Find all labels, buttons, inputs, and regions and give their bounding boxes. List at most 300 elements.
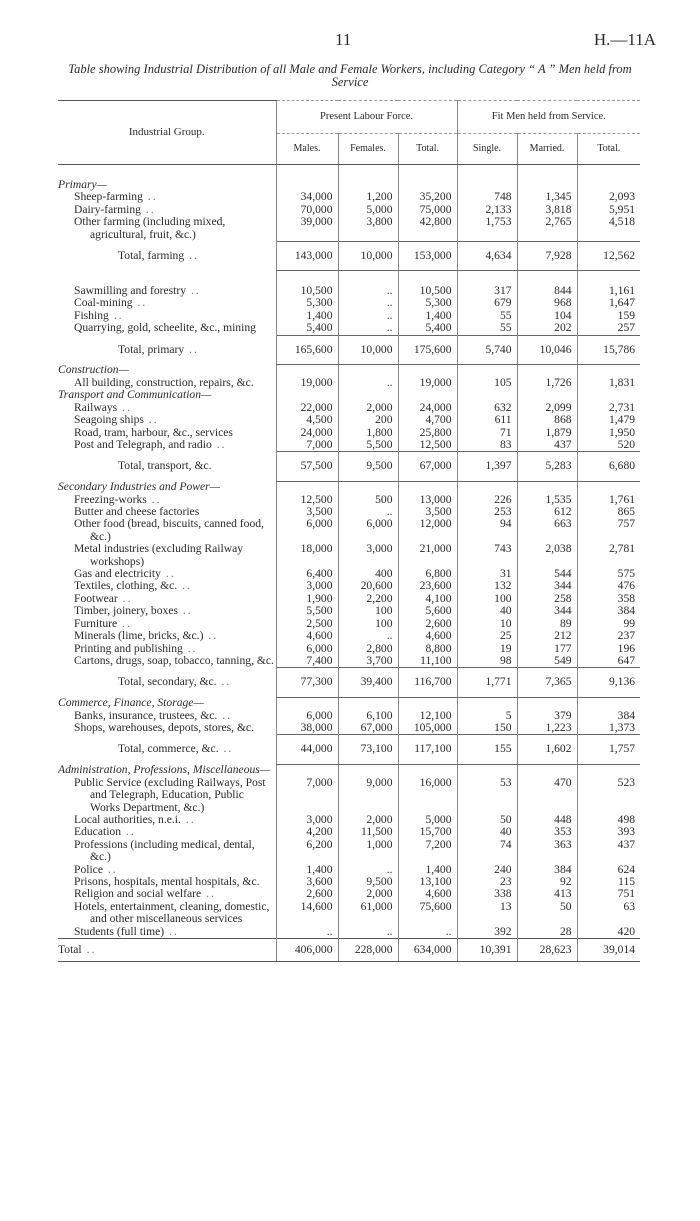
- row-label: [58, 668, 276, 697]
- category-row: [58, 481, 640, 493]
- total-row: [58, 335, 640, 364]
- category-row: [58, 697, 640, 709]
- column-header-industrial-group: Industrial Group.: [58, 101, 276, 165]
- cell-married: 968: [517, 297, 577, 309]
- row-label-text: Textiles, clothing, &c. ..: [74, 580, 192, 593]
- dot-leader: ..: [217, 709, 232, 722]
- cell-married: 212: [517, 630, 577, 642]
- cell-males: 34,000: [276, 191, 338, 203]
- cell-females: 228,000: [338, 939, 398, 962]
- cell-total: 116,700: [398, 668, 457, 697]
- row-label-text: Total, transport, &c.: [118, 459, 212, 473]
- table-row: [58, 297, 640, 309]
- column-header-single: Single.: [457, 134, 517, 165]
- cell-males: 4,500: [276, 414, 338, 426]
- cell-married: 353: [517, 826, 577, 838]
- cell-single: 105: [457, 377, 517, 389]
- document-reference: H.—11A: [593, 30, 656, 49]
- cell-single: 150: [457, 722, 517, 735]
- row-label-text: Police ..: [74, 863, 118, 876]
- cell-males: [276, 389, 338, 401]
- dot-leader: ..: [160, 568, 176, 581]
- cell-single: 55: [457, 322, 517, 335]
- row-label-text: Road, tram, harbour, &c., services: [74, 426, 233, 439]
- dot-leader: ..: [121, 826, 136, 839]
- table-row: [58, 722, 640, 735]
- cell-males: 12,500: [276, 494, 338, 506]
- cell-single: 253: [457, 506, 517, 518]
- row-label-text: Coal-mining ..: [74, 297, 148, 310]
- row-label-text: Banks, insurance, trustees, &c. ..: [74, 709, 232, 722]
- row-label-text: Primary—: [58, 179, 107, 191]
- cell-married: [517, 389, 577, 401]
- cell-males: 7,400: [276, 655, 338, 668]
- row-label-text: Total, farming: [118, 248, 185, 262]
- table-row: [58, 655, 640, 668]
- row-label-text: Sawmilling and forestry ..: [74, 284, 201, 297]
- cell-males: 3,500: [276, 506, 338, 518]
- cell-total-held: 115: [577, 876, 640, 888]
- cell-single: 50: [457, 814, 517, 826]
- spacer-row: [58, 270, 640, 285]
- table-row: [58, 414, 640, 426]
- cell-females: [338, 389, 398, 401]
- column-group-fit-men-held: Fit Men held from Service.: [457, 101, 640, 134]
- row-label: [58, 414, 276, 426]
- cell-single: 71: [457, 427, 517, 439]
- cell-married: [517, 179, 577, 191]
- cell-total: ..: [398, 926, 457, 939]
- cell-single: 83: [457, 439, 517, 452]
- cell-total-held: 624: [577, 864, 640, 876]
- cell-single: 743: [457, 543, 517, 568]
- row-label-text: Students (full time) ..: [74, 925, 179, 938]
- cell-single: [457, 389, 517, 401]
- cell-total-held: 99: [577, 618, 640, 630]
- cell-single: 748: [457, 191, 517, 203]
- cell-single: 94: [457, 518, 517, 543]
- total-row: [58, 735, 640, 764]
- cell-total-held: 159: [577, 310, 640, 322]
- cell-single: 392: [457, 926, 517, 939]
- cell-males: 1,400: [276, 864, 338, 876]
- page-number: 11: [335, 30, 352, 49]
- category-label: [58, 697, 276, 709]
- dot-leader: ..: [184, 248, 199, 262]
- row-label-text: Administration, Professions, Miscellaneous—: [58, 764, 271, 777]
- cell-married: 1,602: [517, 735, 577, 764]
- cell-total-held: 39,014: [577, 939, 640, 962]
- cell-females: 1,200: [338, 191, 398, 203]
- cell-married: 549: [517, 655, 577, 668]
- cell-married: 363: [517, 839, 577, 864]
- row-label-text: Religion and social welfare ..: [74, 888, 216, 901]
- row-label-text: Total, secondary, &c.: [118, 675, 217, 689]
- cell-single: 338: [457, 888, 517, 900]
- cell-males: 77,300: [276, 668, 338, 697]
- dot-leader: ..: [218, 742, 234, 756]
- row-label: [58, 518, 276, 543]
- row-label-text: Transport and Communication—: [58, 389, 212, 402]
- table-row: [58, 876, 640, 888]
- cell-total: 42,800: [398, 216, 457, 241]
- row-label: [58, 643, 276, 655]
- cell-total-held: 6,680: [577, 452, 640, 481]
- cell-total: 5,300: [398, 297, 457, 309]
- table-row: [58, 377, 640, 389]
- cell-males: 6,000: [276, 518, 338, 543]
- cell-males: 24,000: [276, 427, 338, 439]
- cell-females: 2,200: [338, 593, 398, 605]
- row-label: [58, 241, 276, 270]
- row-label: [58, 939, 276, 962]
- cell-males: 3,600: [276, 876, 338, 888]
- cell-single: 55: [457, 310, 517, 322]
- cell-total: [398, 389, 457, 401]
- cell-married: 7,928: [517, 241, 577, 270]
- dot-leader: ..: [117, 592, 133, 605]
- row-label: [58, 568, 276, 580]
- row-label: [58, 506, 276, 518]
- row-label-text: Local authorities, n.e.i. ..: [74, 813, 196, 826]
- table-row: [58, 322, 640, 335]
- cell-single: 10: [457, 618, 517, 630]
- cell-males: [276, 179, 338, 191]
- dot-leader: ..: [201, 888, 216, 901]
- cell-single: 53: [457, 777, 517, 814]
- row-label-text: Other farming (including mixed, agricultural, fruit, &c.): [74, 216, 226, 241]
- cell-total-held: 751: [577, 888, 640, 900]
- table-caption: Table showing Industrial Distribution of all Male and Female Workers, including Category “ A ” Men held from Service: [68, 62, 632, 89]
- row-label: [58, 630, 276, 642]
- table-row: [58, 864, 640, 876]
- table-row: [58, 888, 640, 900]
- dot-leader: ..: [132, 297, 148, 310]
- cell-total-held: 4,518: [577, 216, 640, 241]
- cell-total: 4,100: [398, 593, 457, 605]
- cell-total-held: [577, 481, 640, 493]
- row-label-text: Total, primary: [118, 342, 185, 356]
- cell-married: 448: [517, 814, 577, 826]
- row-label-text: Butter and cheese factories: [74, 506, 200, 519]
- cell-total-held: [577, 697, 640, 709]
- column-header-total: Total.: [398, 134, 457, 165]
- cell-females: [338, 764, 398, 776]
- table-row: [58, 427, 640, 439]
- cell-total-held: 1,161: [577, 285, 640, 297]
- cell-married: 344: [517, 580, 577, 592]
- row-label-text: Printing and publishing ..: [74, 642, 198, 655]
- cell-total: 634,000: [398, 939, 457, 962]
- row-label-text: Total: [58, 943, 82, 957]
- dot-leader: ..: [117, 401, 132, 414]
- cell-total: 12,000: [398, 518, 457, 543]
- row-label: [58, 814, 276, 826]
- dot-leader: ..: [186, 284, 201, 297]
- cell-females: ..: [338, 322, 398, 335]
- dot-leader: ..: [108, 309, 124, 322]
- cell-married: 92: [517, 876, 577, 888]
- cell-females: 100: [338, 618, 398, 630]
- cell-females: ..: [338, 285, 398, 297]
- row-label: [58, 722, 276, 735]
- cell-single: [457, 179, 517, 191]
- cell-total-held: 1,647: [577, 297, 640, 309]
- row-label-text: Gas and electricity ..: [74, 568, 176, 581]
- column-header-married: Married.: [517, 134, 577, 165]
- industrial-distribution-table: [58, 100, 640, 962]
- cell-single: 4,634: [457, 241, 517, 270]
- cell-males: 38,000: [276, 722, 338, 735]
- table-row: [58, 216, 640, 241]
- dot-leader: ..: [211, 438, 227, 452]
- cell-single: 1,753: [457, 216, 517, 241]
- cell-males: [276, 481, 338, 493]
- row-label-text: Sheep-farming ..: [74, 191, 158, 204]
- cell-males: 14,600: [276, 901, 338, 926]
- cell-total-held: 1,479: [577, 414, 640, 426]
- dot-leader: ..: [81, 943, 97, 957]
- cell-total: [398, 764, 457, 776]
- cell-males: 6,200: [276, 839, 338, 864]
- cell-married: 612: [517, 506, 577, 518]
- cell-males: 44,000: [276, 735, 338, 764]
- cell-males: 2,500: [276, 618, 338, 630]
- row-label: [58, 310, 276, 322]
- cell-males: 143,000: [276, 241, 338, 270]
- cell-males: 7,000: [276, 439, 338, 452]
- row-label-text: Seagoing ships ..: [74, 414, 159, 427]
- cell-males: 406,000: [276, 939, 338, 962]
- cell-single: 611: [457, 414, 517, 426]
- row-label: [58, 216, 276, 241]
- cell-total: 21,000: [398, 543, 457, 568]
- row-label: [58, 377, 276, 389]
- cell-married: 104: [517, 310, 577, 322]
- cell-total: 175,600: [398, 335, 457, 364]
- cell-females: 5,000: [338, 204, 398, 216]
- row-label: [58, 402, 276, 414]
- cell-married: 384: [517, 864, 577, 876]
- cell-females: 500: [338, 494, 398, 506]
- table-body: [58, 165, 640, 962]
- cell-males: 70,000: [276, 204, 338, 216]
- cell-total: 2,600: [398, 618, 457, 630]
- table-row: [58, 643, 640, 655]
- cell-total-held: 523: [577, 777, 640, 814]
- cell-married: 2,765: [517, 216, 577, 241]
- cell-total-held: 2,781: [577, 543, 640, 568]
- cell-total-held: 757: [577, 518, 640, 543]
- row-label: [58, 335, 276, 364]
- cell-females: 9,500: [338, 876, 398, 888]
- cell-males: 7,000: [276, 777, 338, 814]
- dot-leader: ..: [184, 342, 199, 356]
- table-row: [58, 605, 640, 617]
- column-header-females: Females.: [338, 134, 398, 165]
- cell-females: [338, 179, 398, 191]
- category-row: [58, 764, 640, 776]
- cell-married: 1,345: [517, 191, 577, 203]
- cell-females: ..: [338, 377, 398, 389]
- row-label-text: Furniture ..: [74, 617, 132, 630]
- row-label-text: Freezing-works ..: [74, 493, 162, 506]
- cell-females: 11,500: [338, 826, 398, 838]
- cell-married: 844: [517, 285, 577, 297]
- cell-total-held: 647: [577, 655, 640, 668]
- cell-total: [398, 481, 457, 493]
- cell-females: ..: [338, 310, 398, 322]
- cell-females: 200: [338, 414, 398, 426]
- cell-females: 2,000: [338, 814, 398, 826]
- cell-total-held: 1,831: [577, 377, 640, 389]
- row-label-text: Dairy-farming ..: [74, 203, 156, 216]
- category-label: [58, 481, 276, 493]
- cell-single: 31: [457, 568, 517, 580]
- row-label-text: Secondary Industries and Power—: [58, 481, 220, 494]
- cell-total-held: 1,950: [577, 427, 640, 439]
- total-row: [58, 452, 640, 481]
- cell-females: 100: [338, 605, 398, 617]
- cell-total: 7,200: [398, 839, 457, 864]
- row-label-text: Construction—: [58, 364, 129, 377]
- cell-total: 153,000: [398, 241, 457, 270]
- table-row: [58, 204, 640, 216]
- row-label: [58, 777, 276, 814]
- table-row: [58, 710, 640, 722]
- dot-leader: ..: [203, 630, 219, 643]
- row-label: [58, 655, 276, 668]
- row-label-text: Other food (bread, biscuits, canned food, &c.): [74, 518, 264, 543]
- table-row: [58, 618, 640, 630]
- cell-females: 2,800: [338, 643, 398, 655]
- cell-single: [457, 764, 517, 776]
- cell-total-held: 257: [577, 322, 640, 335]
- cell-total-held: 384: [577, 605, 640, 617]
- row-label: [58, 580, 276, 592]
- table-row: [58, 518, 640, 543]
- cell-total: 3,500: [398, 506, 457, 518]
- cell-total: [398, 697, 457, 709]
- cell-married: 1,726: [517, 377, 577, 389]
- row-label: [58, 191, 276, 203]
- cell-total: 4,600: [398, 888, 457, 900]
- cell-total-held: [577, 389, 640, 401]
- cell-males: 4,200: [276, 826, 338, 838]
- cell-total-held: 520: [577, 439, 640, 452]
- cell-married: 3,818: [517, 204, 577, 216]
- category-row: [58, 179, 640, 191]
- page-header: [0, 30, 700, 50]
- cell-married: 7,365: [517, 668, 577, 697]
- cell-males: 22,000: [276, 402, 338, 414]
- cell-total: 4,700: [398, 414, 457, 426]
- cell-total-held: 865: [577, 506, 640, 518]
- row-label: [58, 839, 276, 864]
- cell-total: 1,400: [398, 310, 457, 322]
- cell-females: 1,800: [338, 427, 398, 439]
- cell-total-held: 2,093: [577, 191, 640, 203]
- cell-single: [457, 364, 517, 376]
- dot-leader: ..: [182, 642, 198, 655]
- row-label-text: Public Service (excluding Railways, Post and Telegraph, Education, Public Works Department, &c.): [74, 776, 266, 814]
- table-row: [58, 506, 640, 518]
- table-row: [58, 285, 640, 297]
- cell-total-held: 9,136: [577, 668, 640, 697]
- cell-males: [276, 764, 338, 776]
- cell-single: 40: [457, 826, 517, 838]
- cell-total-held: 63: [577, 901, 640, 926]
- dot-leader: ..: [177, 580, 192, 593]
- table-row: [58, 191, 640, 203]
- cell-females: 3,800: [338, 216, 398, 241]
- table-row: [58, 777, 640, 814]
- cell-single: 155: [457, 735, 517, 764]
- row-label: [58, 926, 276, 939]
- column-header-males: Males.: [276, 134, 338, 165]
- cell-married: 413: [517, 888, 577, 900]
- cell-single: [457, 481, 517, 493]
- cell-males: 1,900: [276, 593, 338, 605]
- cell-females: 39,400: [338, 668, 398, 697]
- dot-leader: ..: [102, 863, 118, 876]
- cell-single: 5: [457, 710, 517, 722]
- cell-single: 632: [457, 402, 517, 414]
- row-label-text: Railways ..: [74, 401, 132, 414]
- cell-females: 6,100: [338, 710, 398, 722]
- cell-females: 9,500: [338, 452, 398, 481]
- cell-married: 10,046: [517, 335, 577, 364]
- cell-females: 1,000: [338, 839, 398, 864]
- cell-total: [398, 179, 457, 191]
- cell-married: 50: [517, 901, 577, 926]
- cell-married: [517, 764, 577, 776]
- cell-females: ..: [338, 630, 398, 642]
- cell-males: 5,400: [276, 322, 338, 335]
- column-group-present-labour-force: Present Labour Force.: [276, 101, 457, 134]
- table-row: [58, 839, 640, 864]
- cell-married: 89: [517, 618, 577, 630]
- cell-females: 10,000: [338, 241, 398, 270]
- cell-females: 20,600: [338, 580, 398, 592]
- dot-leader: ..: [142, 191, 158, 204]
- cell-total-held: 12,562: [577, 241, 640, 270]
- row-label: [58, 618, 276, 630]
- cell-married: [517, 364, 577, 376]
- dot-leader: ..: [180, 813, 196, 826]
- cell-males: 5,300: [276, 297, 338, 309]
- row-label: [58, 735, 276, 764]
- cell-total: 75,000: [398, 204, 457, 216]
- cell-females: 5,500: [338, 439, 398, 452]
- row-label: [58, 876, 276, 888]
- row-label-text: Footwear ..: [74, 592, 133, 605]
- cell-total: 23,600: [398, 580, 457, 592]
- category-label: [58, 364, 276, 376]
- cell-males: 39,000: [276, 216, 338, 241]
- cell-single: 25: [457, 630, 517, 642]
- cell-males: 1,400: [276, 310, 338, 322]
- row-label-text: Prisons, hospitals, mental hospitals, &c.: [74, 876, 260, 888]
- cell-females: [338, 697, 398, 709]
- cell-males: 10,500: [276, 285, 338, 297]
- cell-married: 437: [517, 439, 577, 452]
- row-label-text: Fishing ..: [74, 309, 124, 322]
- cell-married: 470: [517, 777, 577, 814]
- cell-females: [338, 364, 398, 376]
- category-label: [58, 764, 276, 776]
- table-row: [58, 310, 640, 322]
